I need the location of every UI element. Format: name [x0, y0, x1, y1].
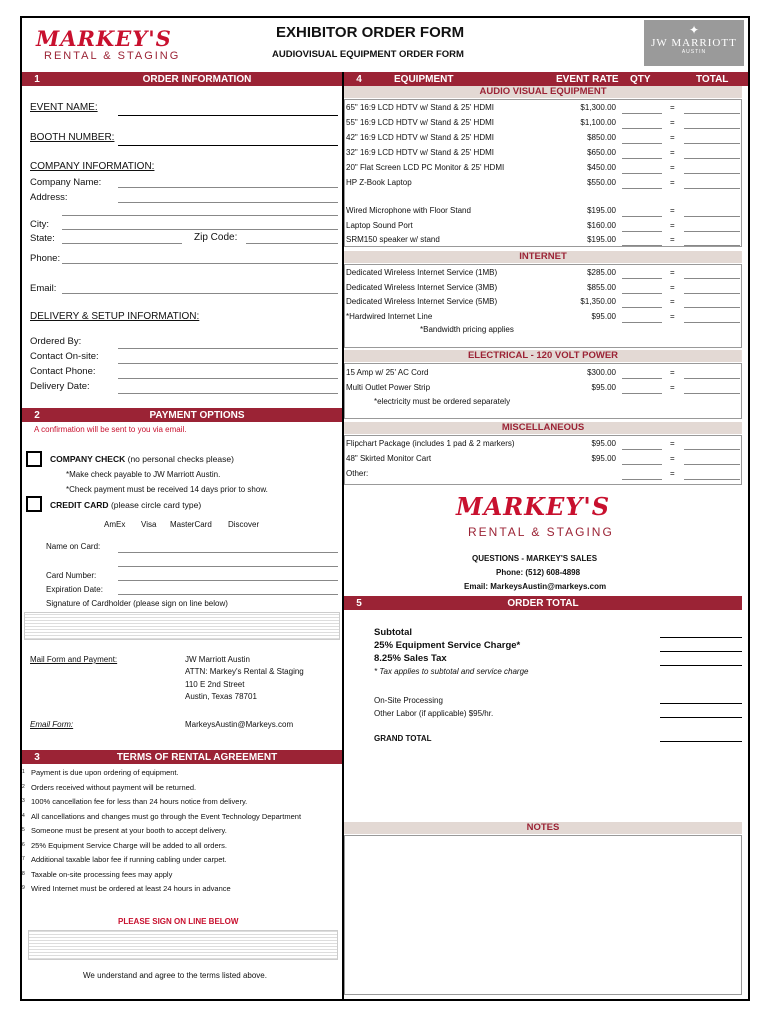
equals-sign: =	[670, 148, 675, 157]
equals-sign: =	[670, 220, 675, 230]
equals-sign: =	[670, 297, 675, 306]
total-field[interactable]	[684, 113, 740, 114]
card-type-mastercard[interactable]: MasterCard	[170, 520, 212, 529]
item-name: *Hardwired Internet Line	[346, 311, 433, 321]
sign-below-note: PLEASE SIGN ON LINE BELOW	[118, 917, 239, 926]
booth-number-field[interactable]	[118, 145, 338, 146]
markeys-logo-center: MARKEY'S	[456, 492, 611, 521]
city-label: City:	[30, 219, 49, 230]
total-field[interactable]	[684, 322, 740, 323]
markeys-logo-top-sub: RENTAL & STAGING	[44, 50, 181, 62]
email-form-value[interactable]: MarkeysAustin@Markeys.com	[185, 720, 294, 729]
equals-sign: =	[670, 311, 675, 321]
item-rate: $550.00	[587, 178, 616, 187]
item-rate: $160.00	[587, 220, 616, 230]
item-name: Other:	[346, 469, 369, 478]
item-rate: $850.00	[587, 133, 616, 142]
email-label: Email:	[30, 283, 57, 294]
item-name: Wired Microphone with Floor Stand	[346, 206, 471, 215]
delivery-date-field[interactable]	[118, 393, 338, 394]
company-check-label: COMPANY CHECK (no personal checks please)	[50, 454, 234, 464]
service-charge-label: 25% Equipment Service Charge*	[374, 640, 521, 651]
ordered-by-label: Ordered By:	[30, 336, 82, 347]
total-field[interactable]	[684, 449, 740, 450]
item-name: 65" 16:9 LCD HDTV w/ Stand & 25' HDMI	[346, 103, 494, 112]
equals-sign: =	[670, 103, 675, 112]
page-title: EXHIBITOR ORDER FORM	[276, 24, 465, 41]
item-rate: $95.00	[591, 439, 616, 448]
equals-sign: =	[670, 163, 675, 172]
total-field[interactable]	[684, 464, 740, 465]
notes-box[interactable]	[344, 835, 742, 995]
item-rate: $195.00	[587, 206, 616, 215]
item-rate: $95.00	[591, 311, 616, 321]
qty-field[interactable]	[622, 143, 662, 144]
equals-sign: =	[670, 439, 675, 448]
qty-field[interactable]	[622, 449, 662, 450]
item-name: 55" 16:9 LCD HDTV w/ Stand & 25' HDMI	[346, 118, 494, 127]
section5-header: 5 ORDER TOTAL	[344, 596, 742, 610]
contact-phone-label: Contact Phone:	[30, 366, 96, 377]
item-name: 20" Flat Screen LCD PC Monitor & 25' HDMI	[346, 163, 505, 172]
section3-header: 3 TERMS OF RENTAL AGREEMENT	[22, 750, 342, 764]
zip-field[interactable]	[246, 243, 338, 244]
term-text: Additional taxable labor fee if running cabling under carpet.	[31, 855, 227, 864]
mail-address-line-2: ATTN: Markey's Rental & Staging	[185, 667, 304, 676]
term-number: 1	[22, 769, 25, 775]
tax-note: * Tax applies to subtotal and service charge	[374, 667, 529, 676]
equals-sign: =	[670, 206, 675, 215]
internet-heading: INTERNET	[344, 251, 742, 263]
state-label: State:	[30, 233, 55, 244]
agreement-signature-area[interactable]	[28, 930, 338, 960]
delivery-heading: DELIVERY & SETUP INFORMATION:	[30, 311, 200, 322]
total-field[interactable]	[684, 143, 740, 144]
total-field[interactable]	[684, 278, 740, 279]
total-field[interactable]	[684, 128, 740, 129]
term-number: 5	[22, 827, 25, 833]
equals-sign: =	[670, 282, 675, 292]
equals-sign: =	[670, 454, 675, 463]
total-field[interactable]	[684, 173, 740, 174]
qty-field[interactable]	[622, 322, 662, 323]
booth-number-label: BOOTH NUMBER:	[30, 132, 115, 143]
qty-field[interactable]	[622, 464, 662, 465]
total-field[interactable]	[684, 293, 740, 294]
questions-label: QUESTIONS - MARKEY'S SALES	[472, 554, 598, 563]
expiration-label: Expiration Date:	[46, 585, 103, 594]
check-received-note: *Check payment must be received 14 days prior to show.	[66, 485, 268, 494]
equals-sign: =	[670, 469, 675, 478]
term-text: Wired Internet must be ordered at least 24 hours in advance	[31, 884, 231, 893]
contact-phone-field[interactable]	[118, 378, 338, 379]
event-name-label: EVENT NAME:	[30, 102, 98, 113]
equals-sign: =	[670, 268, 675, 277]
card-type-discover[interactable]: Discover	[228, 520, 260, 529]
term-text: Orders received without payment will be returned.	[31, 782, 197, 792]
agree-statement: We understand and agree to the terms listed above.	[83, 971, 267, 980]
signature-area[interactable]	[24, 612, 340, 640]
address-field[interactable]	[118, 202, 338, 203]
equals-sign: =	[670, 178, 675, 187]
item-name: 42" 16:9 LCD HDTV w/ Stand & 25' HDMI	[346, 133, 494, 142]
item-rate: $650.00	[587, 148, 616, 157]
item-rate: $300.00	[587, 368, 616, 377]
mail-address-line-1: JW Marriott Austin	[185, 655, 250, 664]
state-field[interactable]	[62, 243, 182, 244]
company-check-checkbox[interactable]	[26, 451, 42, 467]
delivery-date-label: Delivery Date:	[30, 381, 90, 392]
item-name: 32" 16:9 LCD HDTV w/ Stand & 25' HDMI	[346, 148, 494, 157]
event-name-field[interactable]	[118, 115, 338, 116]
item-rate: $95.00	[591, 382, 616, 392]
electricity-note: *electricity must be ordered separately	[374, 397, 511, 406]
qty-field[interactable]	[622, 479, 662, 480]
bird-icon: ✦	[688, 23, 700, 37]
term-text: 100% cancellation fee for less than 24 hours notice from delivery.	[31, 797, 248, 806]
item-name: Dedicated Wireless Internet Service (5MB)	[346, 297, 498, 306]
total-field[interactable]	[684, 231, 740, 232]
sales-tax-field[interactable]	[660, 665, 742, 666]
equals-sign: =	[670, 118, 675, 127]
subtotal-field[interactable]	[660, 637, 742, 638]
onsite-processing-field[interactable]	[660, 703, 742, 704]
qty-field[interactable]	[622, 393, 662, 394]
total-field[interactable]	[684, 479, 740, 480]
credit-card-checkbox[interactable]	[26, 496, 42, 512]
company-name-label: Company Name:	[30, 177, 102, 188]
city-field[interactable]	[62, 229, 338, 230]
onsite-processing-label: On-Site Processing	[374, 696, 443, 705]
item-rate: $1,350.00	[580, 297, 616, 306]
total-field[interactable]	[684, 393, 740, 394]
equals-sign: =	[670, 368, 675, 377]
card-type-amex[interactable]: AmEx	[104, 520, 126, 529]
item-rate: $95.00	[591, 454, 616, 463]
qty-field[interactable]	[622, 173, 662, 174]
markeys-logo-top: MARKEY'S	[36, 26, 172, 51]
term-number: 7	[22, 856, 25, 862]
term-number: 2	[22, 783, 25, 790]
company-name-field[interactable]	[118, 187, 338, 188]
total-field[interactable]	[684, 307, 740, 308]
term-number: 8	[22, 870, 25, 877]
item-name: 15 Amp w/ 25' AC Cord	[346, 368, 429, 377]
grand-total-field[interactable]	[660, 741, 742, 742]
bandwidth-note: *Bandwidth pricing applies	[420, 325, 514, 334]
item-rate: $450.00	[587, 163, 616, 172]
item-rate: $1,100.00	[580, 118, 616, 127]
qty-field[interactable]	[622, 188, 662, 189]
qty-field[interactable]	[622, 278, 662, 279]
term-text: 25% Equipment Service Charge will be added to all orders.	[31, 840, 227, 850]
mail-address-line-4: Austin, Texas 78701	[185, 692, 257, 701]
expiration-field[interactable]	[118, 594, 338, 595]
qty-field[interactable]	[622, 128, 662, 129]
name-on-card-label: Name on Card:	[46, 542, 101, 551]
item-name: Dedicated Wireless Internet Service (1MB)	[346, 268, 498, 277]
equals-sign: =	[670, 133, 675, 142]
signature-label: Signature of Cardholder (please sign on line below)	[46, 599, 228, 608]
item-name: Dedicated Wireless Internet Service (3MB)	[346, 282, 498, 292]
electrical-heading: ELECTRICAL - 120 VOLT POWER	[344, 350, 742, 362]
notes-heading: NOTES	[344, 822, 742, 834]
item-name: SRM150 speaker w/ stand	[346, 235, 440, 244]
term-text: Someone must be present at your booth to accept delivery.	[31, 826, 227, 835]
card-type-visa[interactable]: Visa	[141, 520, 157, 529]
qty-field[interactable]	[622, 113, 662, 114]
sales-tax-label: 8.25% Sales Tax	[374, 653, 447, 664]
other-labor-field[interactable]	[660, 717, 742, 718]
qty-field[interactable]	[622, 245, 662, 246]
email-field[interactable]	[62, 293, 338, 294]
term-number: 3	[22, 798, 25, 804]
card-number-label: Card Number:	[46, 571, 97, 580]
other-labor-label: Other Labor (if applicable) $95/hr.	[374, 709, 494, 718]
company-info-heading: COMPANY INFORMATION:	[30, 161, 155, 172]
confirmation-note: A confirmation will be sent to you via email.	[34, 425, 187, 434]
item-rate: $285.00	[587, 268, 616, 277]
qty-field[interactable]	[622, 378, 662, 379]
item-name: Multi Outlet Power Strip	[346, 382, 431, 392]
item-name: 48" Skirted Monitor Cart	[346, 454, 432, 463]
term-number: 4	[22, 812, 25, 819]
qty-field[interactable]	[622, 293, 662, 294]
total-field[interactable]	[684, 216, 740, 217]
item-rate: $855.00	[587, 282, 616, 292]
card-number-field[interactable]	[118, 580, 338, 581]
subtotal-label: Subtotal	[374, 627, 412, 638]
phone-label: Phone:	[30, 253, 61, 264]
name-on-card-field[interactable]	[118, 552, 338, 553]
term-text: Taxable on-site processing fees may apply	[31, 869, 173, 879]
total-field[interactable]	[684, 158, 740, 159]
qty-field[interactable]	[622, 307, 662, 308]
service-charge-field[interactable]	[660, 651, 742, 652]
equals-sign: =	[670, 382, 675, 392]
credit-card-label: CREDIT CARD (please circle card type)	[50, 500, 202, 510]
av-heading: AUDIO VISUAL EQUIPMENT	[344, 86, 742, 98]
contact-onsite-label: Contact On-site:	[30, 351, 99, 362]
qty-field[interactable]	[622, 216, 662, 217]
section1-header: 1 ORDER INFORMATION	[22, 72, 342, 86]
item-rate: $1,300.00	[580, 103, 616, 112]
ordered-by-field[interactable]	[118, 348, 338, 349]
qty-field[interactable]	[622, 158, 662, 159]
misc-heading: MISCELLANEOUS	[344, 422, 742, 434]
grand-total-label: GRAND TOTAL	[374, 734, 432, 743]
total-field[interactable]	[684, 245, 740, 246]
jw-marriott-logo: ✦ JW MARRIOTT AUSTIN	[644, 20, 744, 66]
contact-onsite-field[interactable]	[118, 363, 338, 364]
address-label: Address:	[30, 192, 68, 203]
equals-sign: =	[670, 235, 675, 244]
check-payable-note: *Make check payable to JW Marriott Austin.	[66, 470, 221, 479]
sales-phone: Phone: (512) 608-4898	[496, 568, 581, 577]
total-field[interactable]	[684, 188, 740, 189]
term-text: Payment is due upon ordering of equipment.	[31, 768, 179, 777]
markeys-logo-center-sub: RENTAL & STAGING	[468, 525, 614, 539]
term-number: 6	[22, 841, 25, 848]
card-extra-field[interactable]	[118, 566, 338, 567]
sales-email[interactable]: Email: MarkeysAustin@markeys.com	[464, 582, 607, 591]
term-text: All cancellations and changes must go through the Event Technology Department	[31, 811, 302, 821]
item-name: Laptop Sound Port	[346, 220, 413, 230]
mail-address-line-3: 110 E 2nd Street	[185, 680, 245, 689]
mail-form-label: Mail Form and Payment:	[30, 655, 118, 664]
zip-label: Zip Code:	[194, 232, 238, 243]
page-subtitle: AUDIOVISUAL EQUIPMENT ORDER FORM	[272, 49, 464, 60]
term-number: 9	[22, 885, 25, 891]
total-field[interactable]	[684, 378, 740, 379]
section2-header: 2 PAYMENT OPTIONS	[22, 408, 342, 422]
section4-header: 4 EQUIPMENT EVENT RATE QTY TOTAL	[344, 72, 748, 86]
phone-field[interactable]	[62, 263, 338, 264]
item-rate: $195.00	[587, 235, 616, 244]
email-form-label: Email Form:	[30, 720, 74, 729]
address-field-2[interactable]	[62, 215, 338, 216]
qty-field[interactable]	[622, 231, 662, 232]
item-name: HP Z-Book Laptop	[346, 178, 412, 187]
item-name: Flipchart Package (includes 1 pad & 2 markers)	[346, 439, 515, 448]
